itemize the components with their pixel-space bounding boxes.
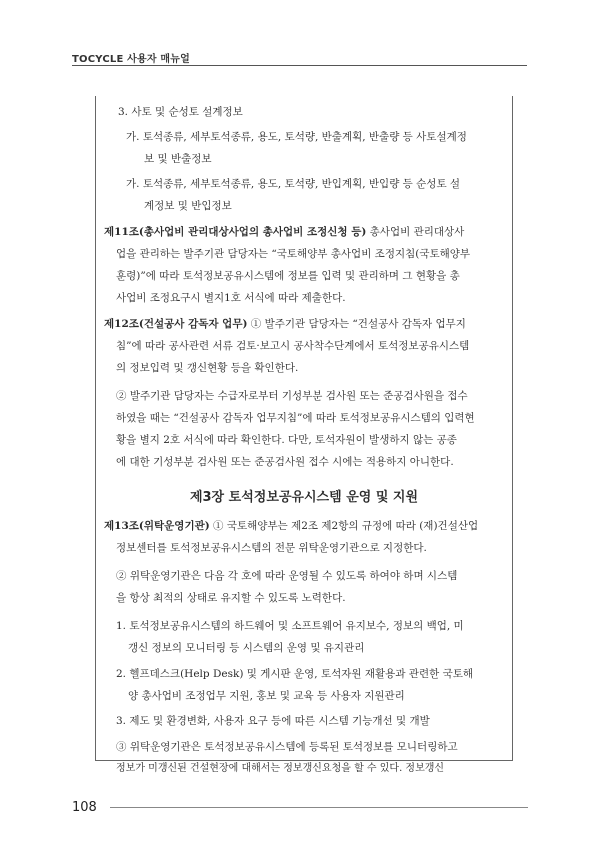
article-13-para-3-line-1: ③ 위탁운영기관은 토석정보공유시스템에 등록된 토석정보를 모니터링하고 <box>116 741 458 753</box>
header-divider <box>72 65 527 66</box>
article-13-list-1-line-1: 1. 토석정보공유시스템의 하드웨어 및 소프트웨어 유지보수, 정보의 백업, 미 <box>116 620 464 632</box>
page-number: 108 <box>72 800 97 815</box>
article-11-text: 총사업비 관리대상사 <box>366 226 465 238</box>
article-12-title: 제12조(건설공사 감독자 업무) <box>104 318 248 330</box>
article-12-text: ① 발주기관 담당자는 “건설공사 감독자 업무지 <box>247 318 466 330</box>
item-3-ga-1-cont: 보 및 반출정보 <box>144 153 212 165</box>
article-13-line-2: 정보센터를 토석정보공유시스템의 전문 위탁운영기관으로 지정한다. <box>116 542 427 554</box>
article-13-list-2-line-2: 양 총사업비 조정업무 지원, 홍보 및 교육 등 사용자 지원관리 <box>128 690 405 702</box>
item-3: 3. 사토 및 순성토 설계정보 <box>118 106 243 118</box>
item-3-ga-2: 가. 토석종류, 세부토석종류, 용도, 토석량, 반입계획, 반입량 등 순성토 설 <box>126 178 461 190</box>
footer-divider <box>110 807 528 808</box>
article-11-line-3: 훈령)”에 따라 토석정보공유시스템에 정보를 입력 및 관리하며 그 현황을 총 <box>116 270 460 282</box>
content-box <box>95 96 513 774</box>
article-12-line-1 <box>104 314 466 334</box>
article-12-line-3: 의 정보입력 및 갱신현황 등을 확인한다. <box>116 362 299 374</box>
article-11-line-2: 업을 관리하는 발주기관 담당자는 “국토해양부 총사업비 조정지침(국토해양부 <box>116 248 471 260</box>
article-13-list-1-line-2: 갱신 정보의 모니터링 등 시스템의 운영 및 유지관리 <box>128 642 365 654</box>
article-13-list-3: 3. 제도 및 환경변화, 사용자 요구 등에 따른 시스템 기능개선 및 개발 <box>116 715 430 727</box>
article-11-line-1 <box>104 222 464 242</box>
article-11-title: 제11조(총사업비 관리대상사업의 총사업비 조정신청 등) <box>104 226 367 238</box>
article-13-para-3-line-2: 정보가 미갱신된 건설현장에 대해서는 정보갱신요청을 할 수 있다. 정보갱신 <box>116 763 445 774</box>
article-11-line-4: 사업비 조정요구시 별지1호 서식에 따라 제출한다. <box>116 292 346 304</box>
article-12-para-2-line-3: 황을 별지 2호 서식에 따라 확인한다. 다만, 토석자원이 발생하지 않는 공종 <box>116 434 457 446</box>
article-12-para-2-line-1: ② 발주기관 담당자는 수급자로부터 기성부분 검사원 또는 준공검사원을 접수 <box>116 390 468 402</box>
manual-title: TOCYCLE 사용자 매뉴얼 <box>72 54 191 65</box>
article-13-title: 제13조(위탁운영기관) <box>104 520 210 532</box>
article-13-text: ① 국토해양부는 제2조 제2항의 규정에 따라 (재)건설산업 <box>209 520 479 532</box>
chapter-heading: 제3장 토석정보공유시스템 운영 및 지원 <box>189 490 419 505</box>
article-13-para-2-line-1: ② 위탁운영기관은 다음 각 호에 따라 운영될 수 있도록 하여야 하며 시스템 <box>116 570 458 582</box>
article-12-para-2-line-2: 하였을 때는 “건설공사 감독자 업무지침”에 따라 토석정보공유시스템의 입력현 <box>116 412 475 424</box>
item-3-ga-1: 가. 토석종류, 세부토석종류, 용도, 토석량, 반출계획, 반출량 등 사토설계정 <box>126 131 467 143</box>
item-3-ga-2-cont: 계정보 및 반입정보 <box>144 200 232 212</box>
article-12-para-2-line-4: 에 대한 기성부분 검사원 또는 준공검사원 접수 시에는 적용하지 아니한다. <box>116 456 454 468</box>
article-13-list-2-line-1: 2. 헬프데스크(Help Desk) 및 게시판 운영, 토석자원 재활용과 관련한 국토해 <box>116 668 473 680</box>
article-13-para-2-line-2: 을 항상 최적의 상태로 유지할 수 있도록 노력한다. <box>116 592 346 604</box>
article-13-line-1 <box>104 516 478 536</box>
article-12-line-2: 침”에 따라 공사관련 서류 검토·보고시 공사착수단계에서 토석정보공유시스템 <box>116 340 470 352</box>
